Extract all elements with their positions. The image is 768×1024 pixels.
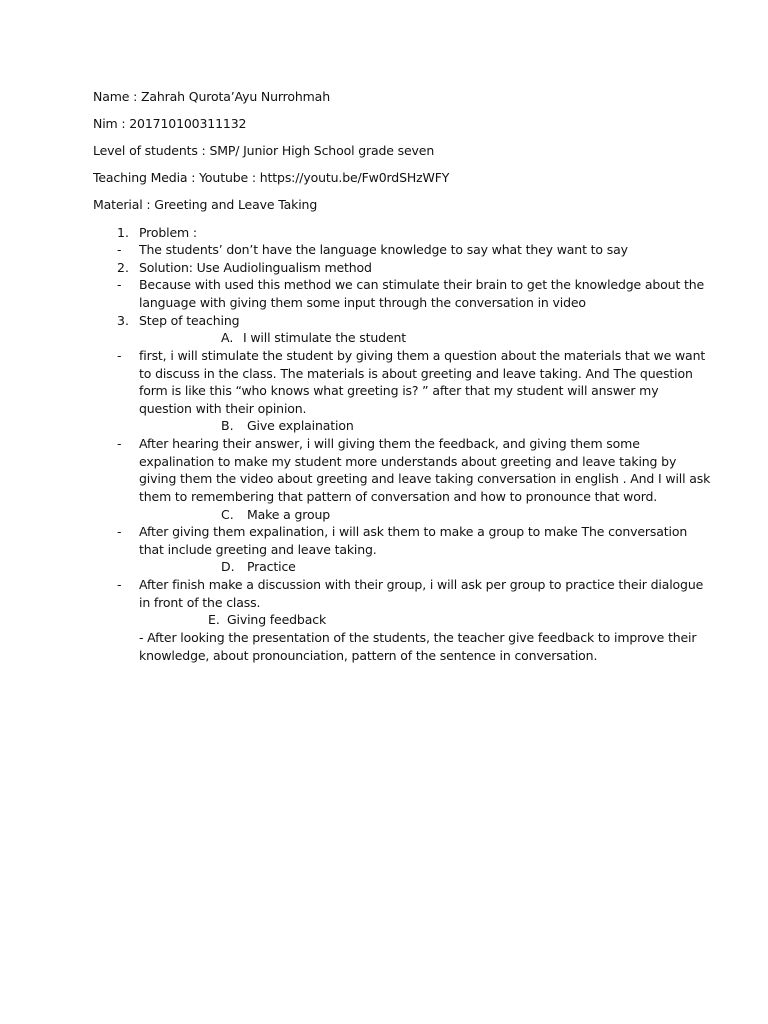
step-d-text-line: in front of the class.	[139, 595, 261, 610]
solution-text-line: Because with used this method we can stimulate their brain to get the knowledge about the	[139, 277, 705, 292]
step-a-text-line: question with their opinion.	[139, 401, 307, 416]
dash-marker: -	[117, 577, 122, 592]
step-a-text-line: form is like this “who knows what greeting is? ” after that my student will answer my	[139, 383, 659, 398]
material: Material : Greeting and Leave Taking	[93, 197, 318, 212]
step-a-text-line: first, i will stimulate the student by giving them a question about the materials that we want	[139, 348, 706, 363]
step-marker-b: B.	[221, 418, 234, 433]
step-b-text-line: expalination to make my student more understands about greeting and leave taking by	[139, 454, 677, 469]
step-marker-e: E.	[208, 612, 220, 627]
problem-heading: Problem :	[139, 225, 197, 240]
step-title-c: Make a group	[247, 507, 331, 522]
step-heading: Step of teaching	[139, 313, 240, 328]
list-marker-2: 2.	[117, 260, 129, 275]
step-title-a: I will stimulate the student	[243, 330, 407, 345]
step-title-b: Give explaination	[247, 418, 354, 433]
step-title-e: Giving feedback	[227, 612, 327, 627]
teaching-media: Teaching Media : Youtube : https://youtu.be/Fw0rdSHzWFY	[93, 170, 450, 185]
student-name: Name : Zahrah Qurota’Ayu Nurrohmah	[93, 89, 330, 104]
step-b-text-line: giving them the video about greeting and leave taking conversation in english . And I will ask	[139, 471, 711, 486]
step-marker-d: D.	[221, 559, 235, 574]
solution-heading: Solution: Use Audiolingualism method	[139, 260, 372, 275]
step-e-text-line: knowledge, about pronounciation, pattern of the sentence in conversation.	[139, 648, 598, 663]
dash-marker: -	[117, 524, 122, 539]
list-marker-3: 3.	[117, 313, 129, 328]
step-marker-a: A.	[221, 330, 234, 345]
dash-marker: -	[117, 277, 122, 292]
step-c-text-line: that include greeting and leave taking.	[139, 542, 377, 557]
step-marker-c: C.	[221, 507, 234, 522]
step-b-text-line: After hearing their answer, i will giving them the feedback, and giving them some	[139, 436, 640, 451]
dash-marker: -	[117, 436, 122, 451]
student-nim: Nim : 201710100311132	[93, 116, 247, 131]
step-d-text-line: After finish make a discussion with their group, i will ask per group to practice their dialogue	[139, 577, 704, 592]
step-title-d: Practice	[247, 559, 296, 574]
step-a-text-line: to discuss in the class. The materials is about greeting and leave taking. And The question	[139, 366, 693, 381]
student-level: Level of students : SMP/ Junior High School grade seven	[93, 143, 435, 158]
solution-text-line: language with giving them some input through the conversation in video	[139, 295, 586, 310]
step-e-text-line: - After looking the presentation of the students, the teacher give feedback to improve their	[139, 630, 697, 645]
list-marker-1: 1.	[117, 225, 129, 240]
step-b-text-line: them to remembering that pattern of conversation and how to pronounce that word.	[139, 489, 658, 504]
dash-marker: -	[117, 348, 122, 363]
dash-marker: -	[117, 242, 122, 257]
step-c-text-line: After giving them expalination, i will ask them to make a group to make The conversation	[139, 524, 688, 539]
problem-text: The students’ don’t have the language knowledge to say what they want to say	[139, 242, 628, 257]
